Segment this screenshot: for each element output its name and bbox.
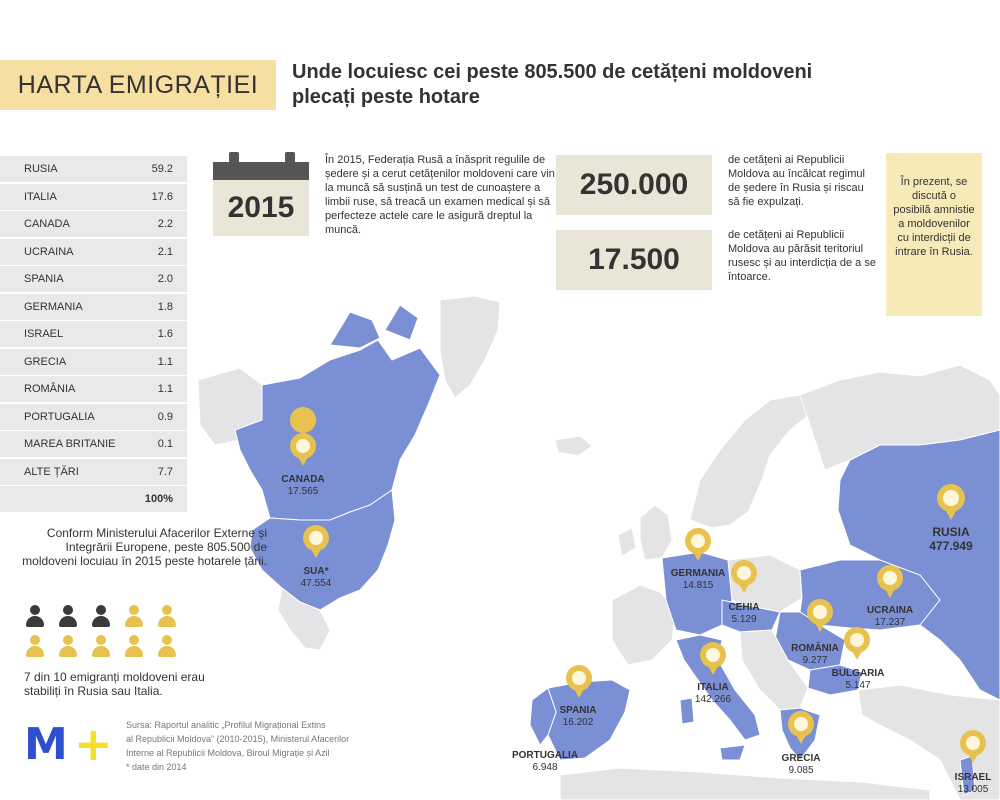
map-label-portugal-name: PORTUGALIA [511, 750, 579, 761]
logo-m: M [24, 719, 68, 770]
source-line-1: Sursa: Raportul analitic „Profilul Migrațional Extins [126, 720, 326, 730]
people-stat: 7 din 10 emigranți moldoveni erau stabiliți în Rusia sau Italia. [24, 670, 205, 698]
map-label-germany-name: GERMANIA [670, 568, 726, 579]
map-label-portugal [512, 750, 578, 774]
table-row [0, 294, 187, 321]
table-value: 7.7 [157, 465, 173, 478]
table-value: 1.1 [157, 383, 173, 395]
badge-text: HARTA EMIGRAȚIEI [17, 70, 259, 99]
map-label-canada-value: 17.565 [287, 486, 319, 497]
table-row [0, 184, 187, 211]
person-icon [26, 635, 44, 659]
table-row [0, 239, 187, 266]
stat-box-250000 [556, 155, 712, 215]
calendar-icon [213, 152, 309, 234]
person-icon [26, 605, 44, 629]
north-africa-shape [560, 768, 930, 800]
map-label-canada-name: CANADA [281, 474, 325, 485]
table-value: 17.6 [151, 190, 173, 203]
people-icons [26, 605, 191, 659]
logo [24, 717, 114, 771]
table-value: 0.9 [157, 410, 173, 423]
scandinavia-shape [690, 395, 815, 528]
map-label-germany-value: 14.815 [682, 580, 714, 591]
map-label-greece [782, 753, 821, 777]
canada-shape [235, 340, 440, 520]
table-value: 0.1 [157, 438, 173, 450]
uk-shape [640, 505, 672, 560]
table-country: PORTUGALIA [24, 410, 95, 423]
table-country: ITALIA [24, 190, 57, 203]
map-label-czech [728, 602, 759, 626]
stat-box-17500 [556, 230, 712, 290]
headline-line-1: Unde locuiesc cei peste 805.500 de cetățeni moldoveni [292, 61, 813, 83]
table-country: RUSIA [24, 163, 58, 175]
table-value: 1.1 [157, 355, 173, 368]
logo-plus-icon: + [74, 717, 113, 771]
table-row [0, 211, 187, 238]
ireland-shape [618, 528, 636, 556]
map-label-romania [791, 643, 839, 667]
table-value: 2.2 [157, 218, 173, 230]
canada-islands-shape [330, 305, 418, 348]
table-row [0, 404, 187, 431]
map-label-ukraine-value: 17.237 [874, 617, 906, 628]
emigration-table [0, 156, 187, 514]
table-row [0, 431, 187, 458]
source-note [126, 718, 381, 774]
map-label-spain-name: SPANIA [559, 705, 597, 716]
stat-text: de cetățeni ai Republicii Moldova au părăsit teritoriul rusesc și au interdicția de a se întoarce. [728, 229, 876, 283]
source-line-3: Interne al Republicii Moldova, Biroul Migrație și Azil [126, 748, 330, 758]
map-label-spain [559, 705, 596, 729]
ministry-note: Conform Ministerului Afacerilor Externe și Integrării Europene, peste 805.500 de moldoveni locuiau în 2015 peste hotarele țării. [22, 526, 267, 568]
map-label-russia-name: RUSIA [932, 525, 970, 539]
table-value: 2.1 [157, 245, 173, 258]
person-icon [125, 635, 143, 659]
table-country: ROMÂNIA [24, 383, 76, 395]
map-label-greece-value: 9.085 [788, 765, 814, 776]
map-label-czech-value: 5.129 [731, 614, 757, 625]
map-label-russia-value: 477.949 [929, 539, 973, 553]
page-title [292, 60, 912, 110]
stat-number: 250.000 [579, 168, 689, 201]
map-label-czech-name: CEHIA [728, 602, 760, 613]
table-country: GRECIA [24, 355, 67, 368]
side-note: În prezent, se discută o posibilă amnistie a moldovenilor cu interdicții de intrare în Rusia. [886, 153, 982, 316]
person-icon [59, 605, 77, 629]
table-value: 59.2 [151, 163, 173, 175]
table-row [0, 156, 187, 183]
intro-text: În 2015, Federația Rusă a înăsprit regulile de ședere și a cerut cetățenilor moldoveni care vin la muncă să susțină un test de cunoaștere a limbii ruse, să treacă un examen medical și să perfecteze actele care le asigură dreptul la muncă. [325, 154, 555, 236]
greenland-shape [440, 296, 500, 398]
table-value: 1.8 [157, 300, 173, 313]
source-line-2: al Republicii Moldova” (2010-2015), Ministerul Afacerilor [126, 734, 350, 744]
table-country: SPANIA [24, 273, 64, 285]
table-row [0, 266, 187, 293]
map-label-romania-name: ROMÂNIA [791, 643, 839, 654]
calendar-year: 2015 [227, 191, 295, 224]
table-country: ALTE ȚĂRI [24, 465, 79, 478]
table-value: 2.0 [157, 273, 173, 285]
table-row [0, 321, 187, 348]
map-label-bulgaria-name: BULGARIA [831, 668, 885, 679]
map-label-ukraine [867, 605, 913, 629]
map-label-italy-name: ITALIA [697, 682, 729, 693]
map-label-greece-name: GRECIA [781, 753, 821, 764]
page-badge [0, 60, 276, 110]
map-label-usa [301, 566, 332, 590]
table-country: ISRAEL [24, 328, 64, 340]
stat-text: de cetățeni ai Republicii Moldova au încălcat regimul de ședere în Rusia și riscau să fie expulzați. [728, 154, 865, 208]
map-label-germany [671, 568, 725, 592]
table-total-row [0, 486, 187, 513]
person-icon [92, 635, 110, 659]
table-value: 1.6 [157, 328, 173, 340]
map-label-bulgaria-value: 5.147 [845, 680, 871, 691]
map-label-russia [929, 525, 972, 553]
stat-number: 17.500 [588, 243, 680, 276]
person-icon [158, 635, 176, 659]
headline-line-2: plecați peste hotare [292, 86, 480, 108]
source-line-4: * date din 2014 [126, 762, 187, 772]
map-label-israel-name: ISRAEL [954, 772, 992, 783]
map-label-bulgaria [832, 668, 885, 692]
person-icon [59, 635, 77, 659]
person-icon [125, 605, 143, 629]
map-label-italy [695, 682, 731, 706]
map-label-spain-value: 16.202 [562, 717, 594, 728]
table-country: MAREA BRITANIE [24, 438, 116, 450]
map-label-ukraine-name: UCRAINA [866, 605, 914, 616]
map-label-canada [281, 474, 324, 498]
map-label-israel-value: 13.005 [957, 784, 989, 795]
table-country: CANADA [24, 218, 70, 230]
table-country: UCRAINA [24, 245, 74, 258]
iceland-shape [555, 436, 592, 456]
table-row [0, 349, 187, 376]
map-label-usa-name: SUA* [303, 566, 329, 577]
person-icon [92, 605, 110, 629]
map-label-portugal-value: 6.948 [532, 762, 558, 773]
table-country: GERMANIA [24, 300, 83, 313]
sicily-shape [720, 745, 745, 760]
table-total: 100% [144, 493, 173, 505]
person-icon [158, 605, 176, 629]
map-label-israel [955, 772, 992, 796]
map-label-usa-value: 47.554 [300, 578, 332, 589]
pin-bulgaria-icon [844, 627, 870, 660]
map-label-italy-value: 142.266 [694, 694, 732, 705]
sardinia-shape [680, 698, 694, 724]
table-row [0, 459, 187, 486]
map-label-romania-value: 9.277 [802, 655, 828, 666]
table-row [0, 376, 187, 403]
